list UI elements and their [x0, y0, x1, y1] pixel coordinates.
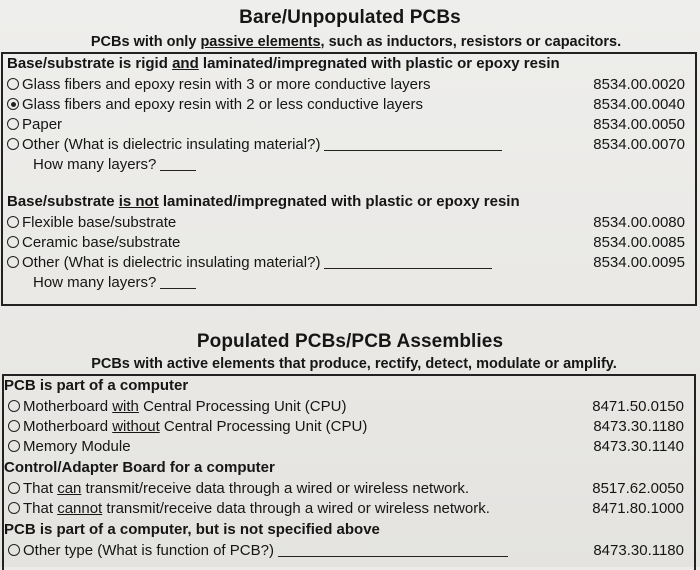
radio-button[interactable]: [7, 216, 19, 228]
populated-pcb-box: [2, 374, 696, 570]
radio-button[interactable]: [8, 502, 20, 514]
radio-button[interactable]: [8, 440, 20, 452]
layers-input[interactable]: [160, 156, 196, 171]
hts-code: 8534.00.0050: [593, 116, 685, 133]
option-row[interactable]: Glass fibers and epoxy resin with 2 or less conductive layers 8534.00.0040: [3, 95, 695, 115]
option-row[interactable]: Other type (What is function of PCB?) 8473.30.1180: [4, 541, 694, 561]
option-row[interactable]: Glass fibers and epoxy resin with 3 or more conductive layers 8534.00.0020: [3, 75, 695, 95]
section2-title: Populated PCBs/PCB Assemblies: [196, 331, 504, 352]
option-row[interactable]: Other (What is dielectric insulating material?) 8534.00.0095: [3, 253, 695, 273]
other-heading: PCB is part of a computer, but is not specified above: [4, 521, 380, 538]
option-row[interactable]: Memory Module 8473.30.1140: [4, 437, 694, 457]
option-row[interactable]: Paper 8534.00.0050: [3, 115, 695, 135]
radio-button[interactable]: [7, 138, 19, 150]
adapter-heading: Control/Adapter Board for a computer: [4, 459, 275, 476]
group2-heading: Base/substrate is not laminated/impregnated with plastic or epoxy resin: [7, 193, 520, 210]
hts-code: 8473.30.1180: [593, 418, 684, 435]
hts-code: 8534.00.0070: [593, 136, 685, 153]
hts-code: 8534.00.0085: [593, 234, 685, 251]
bare-pcb-box: [1, 52, 697, 306]
section2-subtitle: PCBs with active elements that produce, rectify, detect, modulate or amplify.: [91, 356, 617, 372]
option-row[interactable]: Motherboard with Central Processing Unit (CPU) 8471.50.0150: [4, 397, 694, 417]
option-row[interactable]: That can transmit/receive data through a wired or wireless network. 8517.62.0050: [4, 479, 694, 499]
radio-button[interactable]: [7, 78, 19, 90]
option-row[interactable]: Flexible base/substrate 8534.00.0080: [3, 213, 695, 233]
option-row[interactable]: Motherboard without Central Processing Unit (CPU) 8473.30.1180: [4, 417, 694, 437]
hts-code: 8534.00.0095: [593, 254, 685, 271]
option-row[interactable]: Other (What is dielectric insulating material?) 8534.00.0070: [3, 135, 695, 155]
radio-button[interactable]: [7, 118, 19, 130]
radio-button[interactable]: [7, 236, 19, 248]
section1-subtitle: PCBs with only passive elements, such as inductors, resistors or capacitors.: [90, 34, 622, 50]
material-input[interactable]: [324, 254, 492, 269]
function-input[interactable]: [278, 542, 508, 557]
computer-heading: PCB is part of a computer: [4, 377, 189, 394]
option-row[interactable]: That cannot transmit/receive data through a wired or wireless network. 8471.80.1000: [4, 499, 694, 519]
option-row[interactable]: Ceramic base/substrate 8534.00.0085: [3, 233, 695, 253]
radio-button[interactable]: [8, 482, 20, 494]
hts-code: 8471.50.0150: [592, 398, 684, 415]
hts-code: 8534.00.0020: [593, 76, 685, 93]
material-input[interactable]: [324, 136, 502, 151]
radio-button[interactable]: [8, 544, 20, 556]
hts-code: 8473.30.1180: [593, 542, 684, 559]
hts-code: 8517.62.0050: [592, 480, 684, 497]
section1-title: Bare/Unpopulated PCBs: [239, 7, 461, 28]
layers-input[interactable]: [160, 274, 196, 289]
layers-row: How many layers?: [3, 273, 695, 293]
layers-row: How many layers?: [3, 155, 695, 175]
hts-code: 8534.00.0080: [593, 214, 685, 231]
group1-heading: Base/substrate is rigid and laminated/impregnated with plastic or epoxy resin: [7, 55, 560, 72]
radio-button[interactable]: [7, 256, 19, 268]
radio-button[interactable]: [8, 420, 20, 432]
hts-code: 8534.00.0040: [593, 96, 685, 113]
radio-button[interactable]: [8, 400, 20, 412]
hts-code: 8471.80.1000: [592, 500, 684, 517]
hts-code: 8473.30.1140: [593, 438, 684, 455]
radio-button-selected[interactable]: [7, 98, 19, 110]
